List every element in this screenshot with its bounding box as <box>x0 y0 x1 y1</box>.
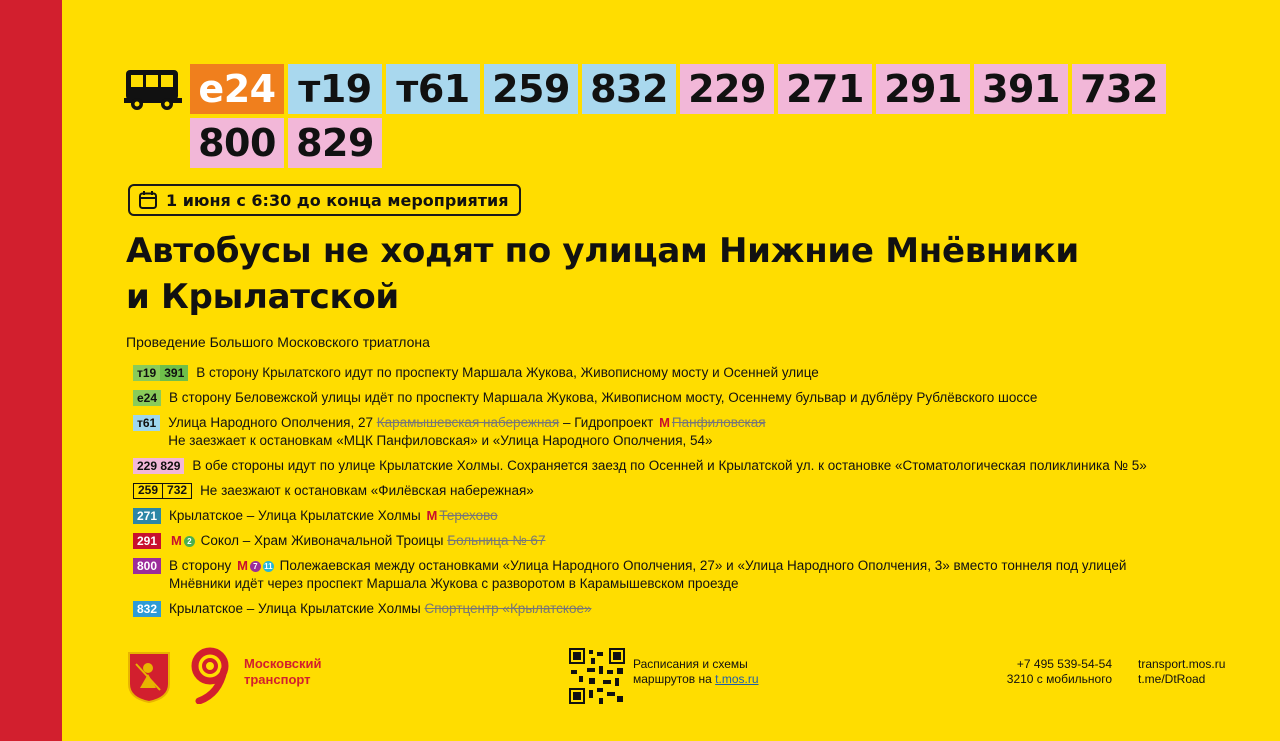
subtitle: Проведение Большого Московского триатлона <box>126 334 430 350</box>
route-chip: 391 <box>974 64 1068 114</box>
date-text: 1 июня с 6:30 до конца мероприятия <box>166 190 509 210</box>
list-item <box>133 557 1243 593</box>
item-text: Сокол – Храм Живоначальной Троицы <box>196 533 448 548</box>
route-chip: 271 <box>778 64 872 114</box>
brand-name <box>244 656 322 688</box>
item-text: Крылатское – Улица Крылатские Холмы <box>169 508 425 523</box>
closed-stop: Панфиловская <box>671 415 766 430</box>
item-text: В сторону Крылатского идут по проспекту Маршала Жукова, Живописному мосту и Осенней улице <box>196 365 819 380</box>
route-tag: т61 <box>133 415 160 431</box>
brand-line: Московский <box>244 656 322 671</box>
qr-code-icon <box>569 648 625 704</box>
route-tag: 732 <box>163 483 192 499</box>
phone-number[interactable]: +7 495 539-54-54 <box>1016 657 1112 671</box>
calendar-icon <box>138 190 158 210</box>
metro-line-icon: 11 <box>264 562 273 571</box>
closed-stop: Больница № 67 <box>447 533 546 548</box>
page-title <box>126 228 1226 320</box>
item-text: Не заезжает к остановкам «МЦК Панфиловская» и «Улица Народного Ополчения, 54» <box>168 433 713 448</box>
item-text: Полежаевская между остановками «Улица Народного Ополчения, 27» и «Улица Народного Ополчения, 3» вместо тоннеля под улицей <box>275 558 1127 573</box>
metro-icon: М <box>426 508 438 523</box>
brand-line: транспорт <box>244 672 311 687</box>
list-item <box>133 507 1243 525</box>
metro-icon: М <box>659 415 670 430</box>
route-tag: 800 <box>133 558 161 574</box>
moscow-transport-logo-icon <box>185 646 235 704</box>
moscow-emblem-icon <box>126 650 172 704</box>
route-chips <box>190 64 1180 168</box>
schedules-info <box>633 657 759 687</box>
telegram-link[interactable]: t.me/DtRoad <box>1138 672 1206 686</box>
item-text: Не заезжают к остановкам «Филёвская набережная» <box>200 483 534 498</box>
route-changes-list <box>133 364 1243 625</box>
route-chip: 829 <box>288 118 382 168</box>
route-tag: 391 <box>160 365 188 381</box>
list-item <box>133 532 1243 550</box>
date-badge <box>128 184 521 216</box>
item-text: – Гидропроект <box>559 415 658 430</box>
route-tag: 229 829 <box>133 458 184 474</box>
route-chip: т61 <box>386 64 480 114</box>
route-chip: 800 <box>190 118 284 168</box>
metro-line-icon: 7 <box>250 561 261 572</box>
contact-sites <box>1138 657 1225 687</box>
list-item <box>133 457 1243 475</box>
route-chip: 259 <box>484 64 578 114</box>
route-tag: 271 <box>133 508 161 524</box>
item-text: Мнёвники идёт через проспект Маршала Жукова с разворотом в Карамышевском проезде <box>169 576 739 591</box>
route-tag: 259 <box>133 483 163 499</box>
list-item <box>133 364 1243 382</box>
item-text: В обе стороны идут по улице Крылатские Холмы. Сохраняется заезд по Осенней и Крылатской ул. к остановке «Стоматологическая поликлиника № 5» <box>192 458 1147 473</box>
route-chip: 832 <box>582 64 676 114</box>
metro-icon: М <box>171 533 182 548</box>
list-item <box>133 482 1243 500</box>
metro-icon: М <box>237 558 248 573</box>
item-text: Улица Народного Ополчения, 27 <box>168 415 377 430</box>
item-text: Крылатское – Улица Крылатские Холмы <box>169 601 425 616</box>
item-text: В сторону Беловежской улицы идёт по проспекту Маршала Жукова, Живописном мосту, Осеннему бульвар и дублёру Рублёвского шоссе <box>169 390 1038 405</box>
route-tag: т19 <box>133 365 160 381</box>
route-chip: е24 <box>190 64 284 114</box>
route-chip: т19 <box>288 64 382 114</box>
list-item <box>133 389 1243 407</box>
title-line: Автобусы не ходят по улицам Нижние Мнёвники <box>126 231 1079 271</box>
closed-stop: Карамышевская набережная <box>376 415 560 430</box>
sched-text: маршрутов на <box>633 672 716 686</box>
route-chip: 229 <box>680 64 774 114</box>
route-tag: 291 <box>133 533 161 549</box>
left-red-stripe <box>0 0 62 741</box>
list-item <box>133 600 1243 618</box>
closed-stop: Терехово <box>439 508 498 523</box>
sched-text: Расписания и схемы <box>633 657 748 671</box>
metro-line-icon: 2 <box>184 536 195 547</box>
bus-icon <box>124 66 182 112</box>
closed-stop: Спортцентр «Крылатское» <box>424 601 592 616</box>
site-link[interactable]: transport.mos.ru <box>1138 657 1226 671</box>
mobile-number: 3210 с мобильного <box>1006 672 1112 686</box>
route-chip: 732 <box>1072 64 1166 114</box>
route-chip: 291 <box>876 64 970 114</box>
list-item <box>133 414 1243 450</box>
title-line: и Крылатской <box>126 277 399 317</box>
tmos-link[interactable]: t.mos.ru <box>715 672 759 686</box>
route-tag: 832 <box>133 601 161 617</box>
contact-phone <box>998 657 1112 687</box>
item-text: В сторону <box>169 558 236 573</box>
route-tag: е24 <box>133 390 161 406</box>
